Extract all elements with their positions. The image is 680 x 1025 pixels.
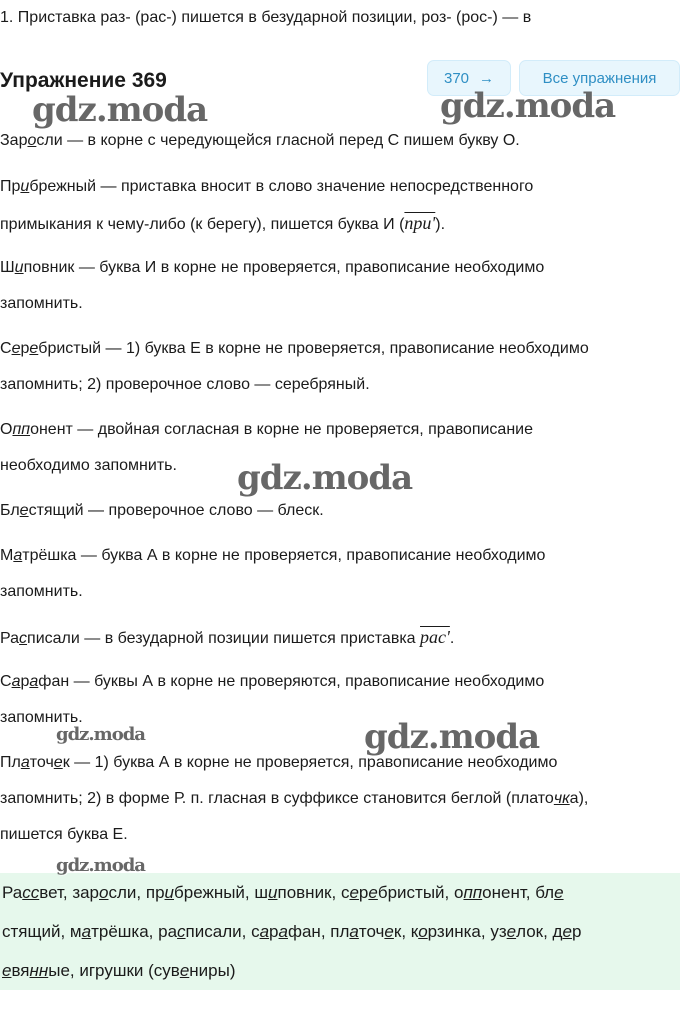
next-exercise-label: 370 bbox=[443, 69, 470, 87]
watermark: gdz.moda bbox=[237, 458, 413, 498]
answer-block bbox=[0, 873, 680, 990]
arrow-right-icon: → bbox=[479, 69, 495, 87]
explanation-blestyashchiy: Блестящий — проверочное слово — блеск. bbox=[0, 502, 324, 519]
explanation-pribrezhny: Прибрежный — приставка вносит в слово значение непосредственного примыкания к чему-либо (к берегу), пишется буква И (при'). bbox=[0, 178, 534, 233]
answer-line: Рассвет, заросли, прибрежный, шиповник, серебристый, оппонент, бле bbox=[2, 883, 564, 902]
watermark: gdz.moda bbox=[32, 90, 208, 130]
next-exercise-button[interactable] bbox=[427, 60, 511, 96]
explanation-opponent: Оппонент — двойная согласная в корне не проверяется, правописание необходимо запомнить. bbox=[0, 421, 533, 474]
explanation-matryoshka: Матрёшка — буква А в корне не проверяется, правописание необходимо запомнить. bbox=[0, 547, 546, 600]
watermark: gdz.moda bbox=[364, 717, 540, 757]
explanation-serebristy: Серебристый — 1) буква Е в корне не проверяется, правописание необходимо запомнить; 2) проверочное слово — серебряный. bbox=[0, 340, 589, 393]
watermark: gdz.moda bbox=[56, 855, 145, 876]
explanation-platochek: Платочек — 1) буква А в корне не проверяется, правописание необходимо запомнить; 2) в форме Р. п. гласная в суффиксе становится беглой (платочка), пишется буква Е. bbox=[0, 754, 589, 843]
page-title: Упражнение 369 bbox=[0, 69, 167, 92]
all-exercises-button[interactable]: Все упражнения bbox=[519, 60, 680, 96]
explanation-zarosli: Заросли — в корне с чередующейся гласной перед С пишем букву О. bbox=[0, 132, 520, 149]
prefix-arc: при' bbox=[404, 213, 436, 233]
explanation-raspisali: Расписали — в безударной позиции пишется приставка рас'. bbox=[0, 627, 455, 647]
previous-exercise-tail: 1. Приставка раз- (рас-) пишется в безударной позиции, роз- (рос-) — в bbox=[0, 9, 532, 26]
answer-line: стящий, матрёшка, расписали, сарафан, платочек, корзинка, узелок, дер bbox=[2, 922, 582, 941]
prefix-arc: рас' bbox=[420, 627, 450, 647]
explanation-shipovnik: Шиповник — буква И в корне не проверяется, правописание необходимо запомнить. bbox=[0, 259, 545, 312]
explanation-sarafan: Сарафан — буквы А в корне не проверяются, правописание необходимо запомнить. bbox=[0, 673, 545, 726]
watermark: gdz.moda bbox=[56, 724, 145, 745]
answer-line: евянные, игрушки (сувениры) bbox=[2, 961, 236, 980]
watermark: gdz.moda bbox=[440, 86, 616, 126]
